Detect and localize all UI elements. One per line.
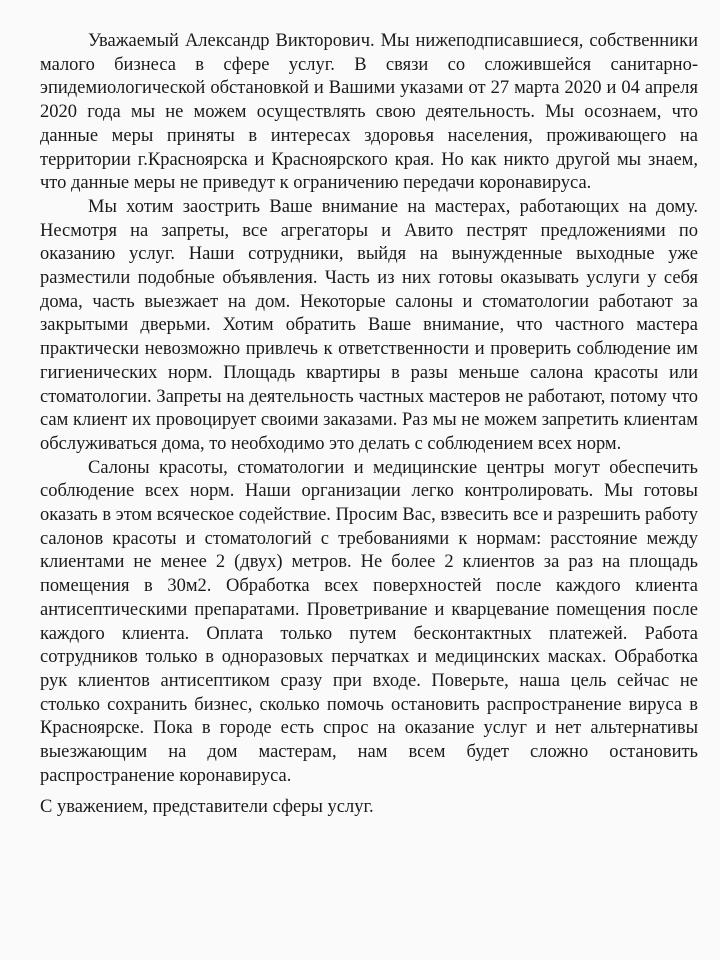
paragraph-requirements: Салоны красоты, стоматологии и медицинские центры могут обеспечить соблюдение всех норм. Наши организации легко контролировать. Мы готовы оказать в этом всяческое содействие. Просим Вас, взвесить все и разрешить работу салонов красоты и стоматологий с требованиями к нормам: расстояние между клиентами не менее 2 (двух) метров. Не более 2 клиентов за раз на площадь помещения в 30м2. Обработка всех поверхностей после каждого клиента антисептическими препаратами. Проветривание и кварцевание помещения после каждого клиента. Оплата только путем бесконтактных платежей. Работа сотрудников только в одноразовых перчатках и медицинских масках. Обработка рук клиентов антисептиком сразу при входе. Поверьте, наша цель сейчас не столько сохранить бизнес, сколько помочь остановить распространение вируса в Красноярске. Пока в городе есть спрос на оказание услуг и нет альтернативы выезжающим на дом мастерам, нам всем будет сложно остановить распространение коронавируса. xyxy=(40,457,698,786)
paragraph-home-masters: Мы хотим заострить Ваше внимание на мастерах, работающих на дому. Несмотря на запреты, все агрегаторы и Авито пестрят предложениями по оказанию услуг. Наши сотрудники, выйдя на вынужденные выходные уже разместили подобные объявления. Часть из них готовы оказывать услуги у себя дома, часть выезжает на дом. Некоторые салоны и стоматологии работают за закрытыми дверьми. Хотим обратить Ваше внимание, что частного мастера практически невозможно привлечь к ответственности и проверить соблюдение им гигиенических норм. Площадь квартиры в разы меньше салона красоты или стоматологии. Запреты на деятельность частных мастеров не работают, потому что сам клиент их провоцирует своими заказами. Раз мы не можем запретить клиентам обслуживаться дома, то необходимо это делать с соблюдением всех норм. xyxy=(40,196,698,454)
letter-body xyxy=(40,30,698,819)
closing-signature: С уважением, представители сферы услуг. xyxy=(40,796,374,817)
paragraph-greeting: Уважаемый Александр Викторович. Мы нижеподписавшиеся, собственники малого бизнеса в сфере услуг. В связи со сложившейся санитарно-эпидемиологической обстановкой и Вашими указами от 27 марта 2020 и 04 апреля 2020 года мы не можем осуществлять свою деятельность. Мы осознаем, что данные меры приняты в интересах здоровья населения, проживающего на территории г.Красноярска и Красноярского края. Но как никто другой мы знаем, что данные меры не приведут к ограничению передачи коронавируса. xyxy=(40,31,698,194)
